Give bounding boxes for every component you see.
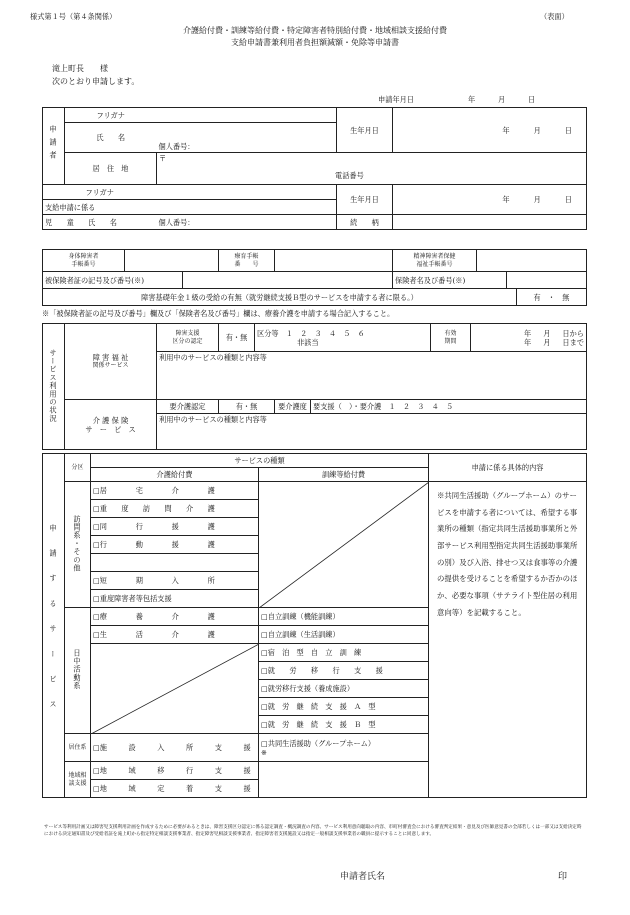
k-chiiki-0[interactable]: □地 域 移 行 支 援	[91, 762, 259, 780]
kunren-blank-slash	[259, 482, 429, 608]
applicant-furigana-field[interactable]	[157, 108, 337, 123]
kaigo-deg-field[interactable]: 要支援（ ）・要介護 １ ２ ３ ４ ５	[311, 400, 587, 414]
kaigo-naiyo-field[interactable]: 利用中のサービスの種類と内容等	[157, 414, 587, 450]
applicant-name-field[interactable]	[157, 123, 337, 153]
hoken-table	[42, 271, 587, 289]
applicant-table	[42, 107, 587, 230]
slash-line-2	[91, 644, 259, 734]
kyoju-label: 居住系	[65, 734, 91, 762]
form-number: 様式第１号（第４条関係）	[30, 12, 117, 21]
service-table	[42, 453, 587, 798]
child-name-label: 支給申請に係る	[43, 200, 157, 215]
title-line1: 介護給付費・訓練等給付費・特定障害者特別給付費・地域相談支援給付費	[183, 26, 447, 35]
fukushi-label: 障 害 福 祉 関係サービス	[65, 324, 157, 400]
hokensha-field[interactable]	[507, 272, 587, 289]
title-line2: 支給申請書兼利用者負担額減額・免除等申請書	[231, 38, 399, 47]
apply-month: 月	[498, 95, 506, 104]
k-homon-5[interactable]: □短 期 入 所	[91, 572, 259, 590]
chiiki-kunren-blank	[259, 762, 429, 798]
intro-text: 次のとおり申請します。	[52, 77, 140, 86]
t-gh[interactable]: □共同生活援助（グループホーム） ※	[259, 734, 429, 762]
child-name-field[interactable]	[157, 200, 337, 215]
k-nicchu-0[interactable]: □療 養 介 護	[91, 608, 259, 626]
k-chiiki-1[interactable]: □地 域 定 着 支 援	[91, 780, 259, 798]
chiiki-label: 地域相談支援	[65, 762, 91, 798]
seal-label: 印	[558, 872, 568, 882]
pension-table	[42, 288, 587, 306]
kaigo-do-label: 要介護度	[275, 400, 311, 414]
yuko-field[interactable]: 年 月 日から 年 月 日まで	[471, 324, 587, 352]
gh-note: ※共同生活援助（グループホーム）のサービスを申請する者については、希望する事業所の種類（指定共同生活援助事業所と外部サービス利用型指定共同生活援助事業所の別）及び入浴、排せつ又は食事等の介護の提供を受けることを希望するか否かのほか、必要な事項（サテライト型住居の利用意向等）を記載すること。	[429, 482, 587, 798]
techo-table	[42, 249, 587, 272]
hihokensha-label: 被保険者証の記号及び番号(※)	[43, 272, 183, 289]
t-list-2[interactable]: □宿 泊 型 自 立 訓 練	[259, 644, 429, 662]
sign-label: 申請者氏名	[340, 872, 386, 882]
hokensha-label: 保険者名及び番号(※)	[393, 272, 507, 289]
note-hokensha: ※「被保険者証の記号及び番号」欄及び「保険者名及び番号」欄は、療養介護を申請する場合記入すること。	[42, 309, 395, 318]
child-birth-field[interactable]: 年 月 日	[393, 185, 587, 215]
applicant-birth-label: 生年月日	[337, 108, 393, 153]
side-label: （表面）	[540, 12, 569, 21]
yuko-label: 有効 期間	[431, 324, 471, 352]
t-list-1[interactable]: □自立訓練（生活訓練）	[259, 626, 429, 644]
apply-date-label: 申請年月日	[378, 95, 414, 104]
child-name-label2: 児 童 氏 名	[43, 215, 157, 230]
applicant-tel-label: 電話番号	[335, 171, 364, 180]
hihokensha-field[interactable]	[183, 272, 393, 289]
k-kyoju[interactable]: □施 設 入 所 支 援	[91, 734, 259, 762]
kaigo-label: 介 護 保 険 サ ー ビ ス	[65, 400, 157, 450]
usage-section-label: サービス利用の状況	[43, 324, 65, 450]
applicant-birth-field[interactable]: 年 月 日	[393, 108, 587, 153]
pension-label: 障害基礎年金１級の受給の有無（就労継続支援Ｂ型のサービスを申請する者に限る。）	[43, 289, 517, 306]
k-homon-0[interactable]: □居 宅 介 護	[91, 482, 259, 500]
consent-text: サービス等利用計画又は障害児支援利用計画を作成するために必要があるときは、障害支援区分認定に係る認定調査・概況調査の内容、サービス利用意向聴取の内容、市町村審査会における審査判定結果・意見及び医師意見書の全部若しくは一部又は支給決定時における決定通知書及び受給者証を滝上町から指定特定相談支援事業者、指定障害児相談支援事業者、指定障害者支援施設又は指定一般相談支援事業者の職員に提示することに同意します。	[44, 825, 582, 838]
shintai-techo-label: 身体障害者 手帳番号	[43, 250, 125, 272]
k-nicchu-1[interactable]: □生 活 介 護	[91, 626, 259, 644]
child-relation-label: 続 柄	[337, 215, 393, 230]
ryoiku-techo-label: 療育手帳 番 号	[219, 250, 275, 272]
shien-nintei-label: 障害支援 区分の認定	[157, 324, 219, 352]
applicant-kojin-label: 個人番号：	[158, 142, 195, 151]
slash-line	[259, 482, 429, 608]
k-homon-2[interactable]: □同 行 援 護	[91, 518, 259, 536]
k-homon-1[interactable]: □重 度 訪 問 介 護	[91, 500, 259, 518]
fukushi-naiyo-field[interactable]: 利用中のサービスの種類と内容等	[157, 352, 587, 400]
ryoiku-techo-field[interactable]	[275, 250, 393, 272]
kaigo-kyufu-label: 介護給付費	[91, 468, 259, 482]
shien-umu[interactable]: 有・無	[219, 324, 255, 352]
k-homon-3[interactable]: □行 動 援 護	[91, 536, 259, 554]
kubun-field[interactable]: 区分等 １ ２ ３ ４ ５ ６ 非該当	[255, 324, 431, 352]
nicchu-label: 日中活動系	[65, 608, 91, 734]
applicant-name-label: 氏 名	[65, 123, 157, 153]
homon-label: 訪問系・その他	[65, 482, 91, 608]
applicant-section-label: 申請者	[43, 108, 65, 185]
child-relation-field[interactable]	[393, 215, 587, 230]
child-furigana-field[interactable]	[157, 185, 337, 200]
seishin-techo-label: 精神障害者保健 福祉手帳番号	[393, 250, 477, 272]
applicant-address-field[interactable]: 〒 電話番号	[157, 153, 587, 185]
bunrui-label: 分区	[65, 454, 91, 482]
kaigo-umu[interactable]: 有・無	[219, 400, 275, 414]
apply-year: 年	[468, 95, 476, 104]
pension-option[interactable]: 有 ・ 無	[517, 289, 587, 306]
shurui-label: サービスの種類	[91, 454, 429, 468]
t-list-0[interactable]: □自立訓練（機能訓練）	[259, 608, 429, 626]
t-list-5[interactable]: □就 労 継 続 支 援 Ａ 型	[259, 698, 429, 716]
applicant-address-label: 居 住 地	[65, 153, 157, 185]
child-furigana-label: フリガナ	[43, 185, 157, 200]
addressee: 滝上町長 様	[52, 64, 108, 73]
kunren-kyufu-label: 訓練等給付費	[259, 468, 429, 482]
service-section-label: 申請するサービス	[43, 454, 65, 798]
k-homon-6[interactable]: □重度障害者等包括支援	[91, 590, 259, 608]
usage-table	[42, 323, 587, 450]
applicant-furigana-label: フリガナ	[65, 108, 157, 123]
t-list-6[interactable]: □就 労 継 続 支 援 Ｂ 型	[259, 716, 429, 734]
t-list-3[interactable]: □就 労 移 行 支 援	[259, 662, 429, 680]
gutai-label: 申請に係る具体的内容	[429, 454, 587, 482]
kaigo-nintei-label: 要介護認定	[157, 400, 219, 414]
shintai-techo-field[interactable]	[125, 250, 219, 272]
k-homon-4[interactable]	[91, 554, 259, 572]
t-list-4[interactable]: □就労移行支援（養成施設）	[259, 680, 429, 698]
seishin-techo-field[interactable]	[477, 250, 587, 272]
apply-day: 日	[528, 95, 536, 104]
child-kojin-field[interactable]: 個人番号：	[157, 215, 337, 230]
child-birth-label: 生年月日	[337, 185, 393, 215]
kaigo-blank-slash	[91, 644, 259, 734]
